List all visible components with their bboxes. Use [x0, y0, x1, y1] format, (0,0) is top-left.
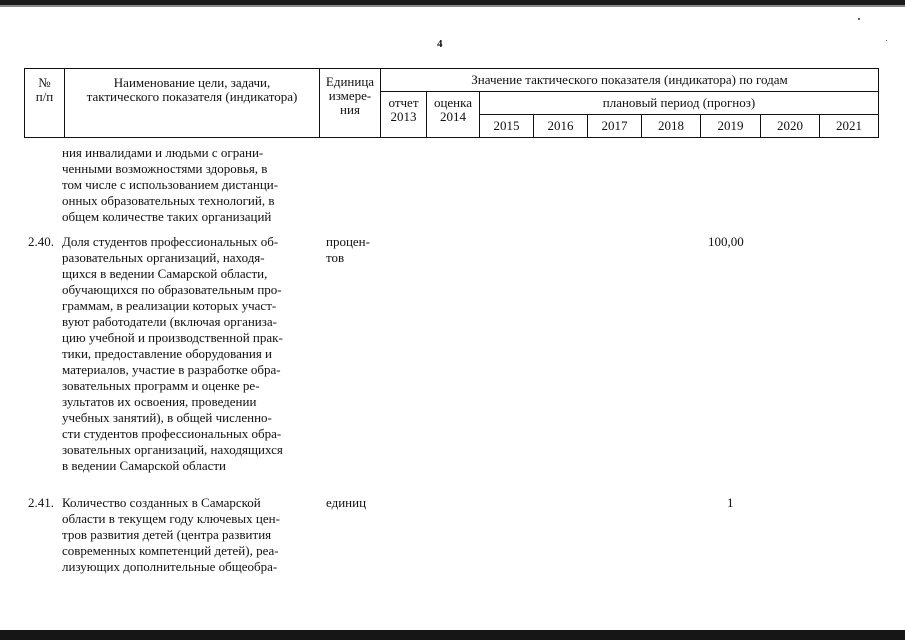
row-value-2019: 1: [727, 495, 734, 510]
scan-speck: [858, 18, 860, 20]
scan-border-bottom: [0, 630, 905, 640]
row-number: 2.40.: [28, 234, 54, 249]
row-unit: процен- тов: [326, 234, 370, 265]
header-report-2013: отчет 2013: [388, 95, 419, 124]
row-indicator-text: ния инвалидами и людьми с ограни- ченными возможностями здоровья, в том числе с использованием дистанци- онных образовательных технологий, в общем количестве таких организаций: [62, 145, 279, 224]
header-name-col: Наименование цели, задачи, тактического показателя (индикатора): [86, 75, 298, 104]
header-number-col: № п/п: [35, 75, 54, 104]
scan-border-top-shade: [0, 5, 905, 7]
header-unit-col: Единица измере- ния: [325, 74, 375, 117]
row-value-2019: 100,00: [708, 234, 744, 249]
header-year-2020: 2020: [777, 118, 803, 133]
row-number: 2.41.: [28, 495, 54, 510]
header-year-2015: 2015: [493, 118, 520, 133]
header-year-2021: 2021: [836, 118, 862, 133]
row-indicator-text: Доля студентов профессиональных об- разовательных организаций, находя- щихся в ведении Самарской области, обучающихся по образовательным про- граммам, в реализации которых участ- вуют работодатели (включая организа- цию учебной и производственной прак- тики, предоставление оборудования и материалов, участие в разработке обра- зовательных программ и оценке ре- зультатов их освоения, проведении учебных занятий), в общей численно- сти студентов профессиональных обра- зовательных организаций, находящихся в ведении Самарской области: [62, 234, 283, 473]
header-year-2017: 2017: [601, 118, 628, 133]
grid-line: [878, 68, 879, 138]
grid-line: [24, 137, 879, 138]
scan-speck: [886, 40, 887, 41]
header-year-2019: 2019: [717, 118, 744, 133]
row-unit: единиц: [326, 495, 367, 510]
header-values-group: Значение тактического показателя (индикатора) по годам: [471, 72, 788, 87]
table-header: [24, 68, 879, 138]
row-indicator-text: Количество созданных в Самарской области в текущем году ключевых цен- тров развития детей (центра развития современных компетенций детей), реа- лизующих дополнительные общеобра-: [62, 495, 280, 574]
header-plan-period: плановый период (прогноз): [602, 95, 756, 110]
header-year-2018: 2018: [658, 118, 684, 133]
header-estimate-2014: оценка 2014: [433, 95, 473, 124]
header-year-2016: 2016: [547, 118, 574, 133]
page-number: 4: [437, 38, 443, 50]
